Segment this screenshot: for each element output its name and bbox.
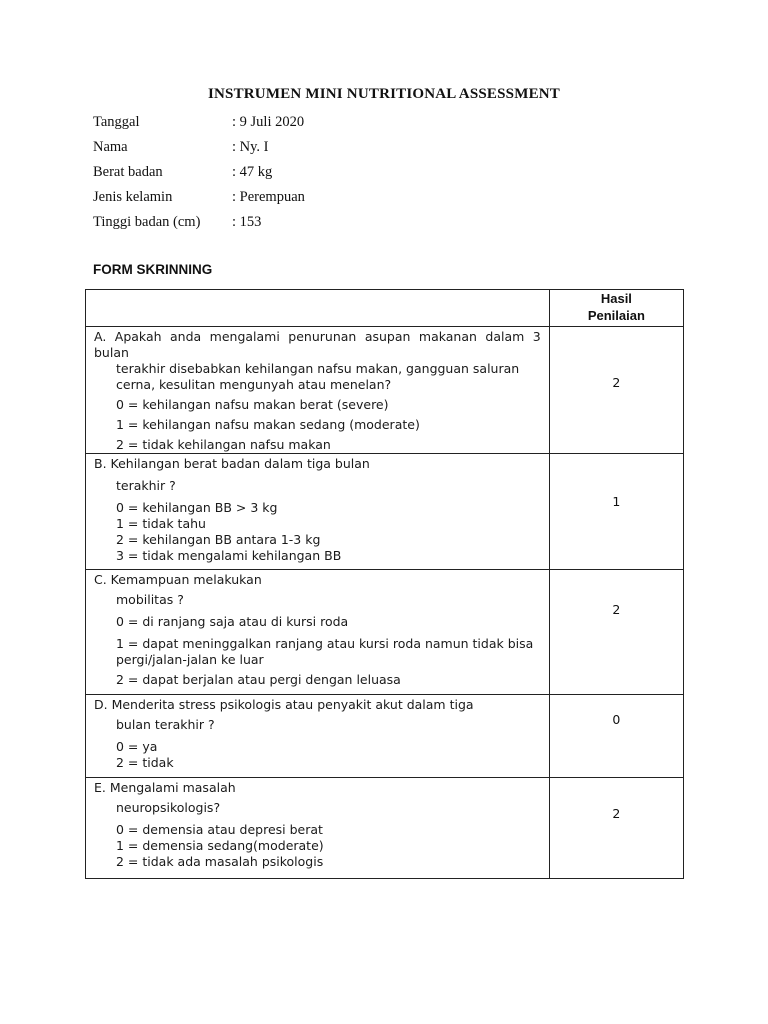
result-cell	[549, 454, 683, 570]
answer-option: 2 = kehilangan BB antara 1-3 kg	[116, 532, 321, 547]
question-cell	[86, 778, 550, 879]
question-continuation: terakhir ?	[116, 478, 176, 493]
result-cell	[549, 570, 683, 695]
table-row	[86, 695, 684, 778]
answer-option: pergi/jalan-jalan ke luar	[116, 652, 264, 667]
result-header-line: Penilaian	[587, 308, 645, 323]
result-value: 2	[612, 806, 621, 821]
info-value: : Ny. I	[232, 139, 269, 155]
answer-option: 2 = tidak	[116, 755, 174, 770]
question-cell	[86, 327, 550, 454]
question-title: D. Menderita stress psikologis atau penyakit akut dalam tiga	[94, 697, 474, 712]
table-header-row	[86, 290, 684, 327]
answer-option: 0 = kehilangan nafsu makan berat (severe)	[116, 397, 389, 412]
document-title: INSTRUMEN MINI NUTRITIONAL ASSESSMENT	[207, 86, 561, 102]
info-value: : 153	[232, 214, 262, 230]
table-row	[86, 327, 684, 454]
result-header-cell	[549, 290, 683, 327]
info-label: Nama	[93, 139, 128, 155]
result-cell	[549, 778, 683, 879]
question-title: B. Kehilangan berat badan dalam tiga bulan	[94, 456, 370, 471]
answer-option: 2 = tidak ada masalah psikologis	[116, 854, 324, 869]
answer-option: 2 = dapat berjalan atau pergi dengan leluasa	[116, 672, 401, 687]
question-continuation: cerna, kesulitan mengunyah atau menelan?	[116, 377, 392, 392]
question-continuation: neuropsikologis?	[116, 800, 221, 815]
answer-option: 1 = dapat meninggalkan ranjang atau kursi roda namun tidak bisa	[116, 636, 534, 651]
answer-option: 0 = kehilangan BB > 3 kg	[116, 500, 278, 515]
info-label: Berat badan	[93, 164, 163, 180]
question-cell	[86, 570, 550, 695]
info-value: : 9 Juli 2020	[232, 114, 305, 130]
question-title: C. Kemampuan melakukan	[94, 572, 262, 587]
info-label: Tinggi badan (cm)	[93, 214, 201, 230]
question-header-cell	[86, 290, 550, 327]
table-row	[86, 570, 684, 695]
info-value: : Perempuan	[232, 189, 305, 205]
result-cell	[549, 327, 683, 454]
answer-option: 1 = demensia sedang(moderate)	[116, 838, 324, 853]
result-cell	[549, 695, 683, 778]
result-value: 1	[612, 494, 621, 509]
question-cell	[86, 695, 550, 778]
question-continuation: terakhir disebabkan kehilangan nafsu makan, gangguan saluran	[116, 361, 520, 376]
answer-option: 1 = kehilangan nafsu makan sedang (moderate)	[116, 417, 420, 432]
question-cell	[86, 454, 550, 570]
table-row	[86, 778, 684, 879]
table-row	[86, 454, 684, 570]
screening-table	[85, 289, 684, 879]
info-value: : 47 kg	[232, 164, 273, 180]
question-continuation: mobilitas ?	[116, 592, 184, 607]
answer-option: 1 = tidak tahu	[116, 516, 206, 531]
section-heading: FORM SKRINNING	[93, 262, 213, 277]
answer-option: 0 = di ranjang saja atau di kursi roda	[116, 614, 349, 629]
result-value: 2	[612, 375, 621, 390]
result-value: 2	[612, 602, 621, 617]
result-value: 0	[612, 712, 621, 727]
question-title: A. Apakah anda mengalami penurunan asupan makanan dalam 3 bulan	[94, 329, 541, 360]
question-continuation: bulan terakhir ?	[116, 717, 215, 732]
question-title: E. Mengalami masalah	[94, 780, 236, 795]
info-label: Tanggal	[93, 114, 140, 130]
info-label: Jenis kelamin	[93, 189, 173, 205]
answer-option: 0 = demensia atau depresi berat	[116, 822, 323, 837]
answer-option: 2 = tidak kehilangan nafsu makan	[116, 437, 331, 452]
result-header-line: Hasil	[600, 291, 632, 306]
answer-option: 3 = tidak mengalami kehilangan BB	[116, 548, 342, 563]
answer-option: 0 = ya	[116, 739, 158, 754]
